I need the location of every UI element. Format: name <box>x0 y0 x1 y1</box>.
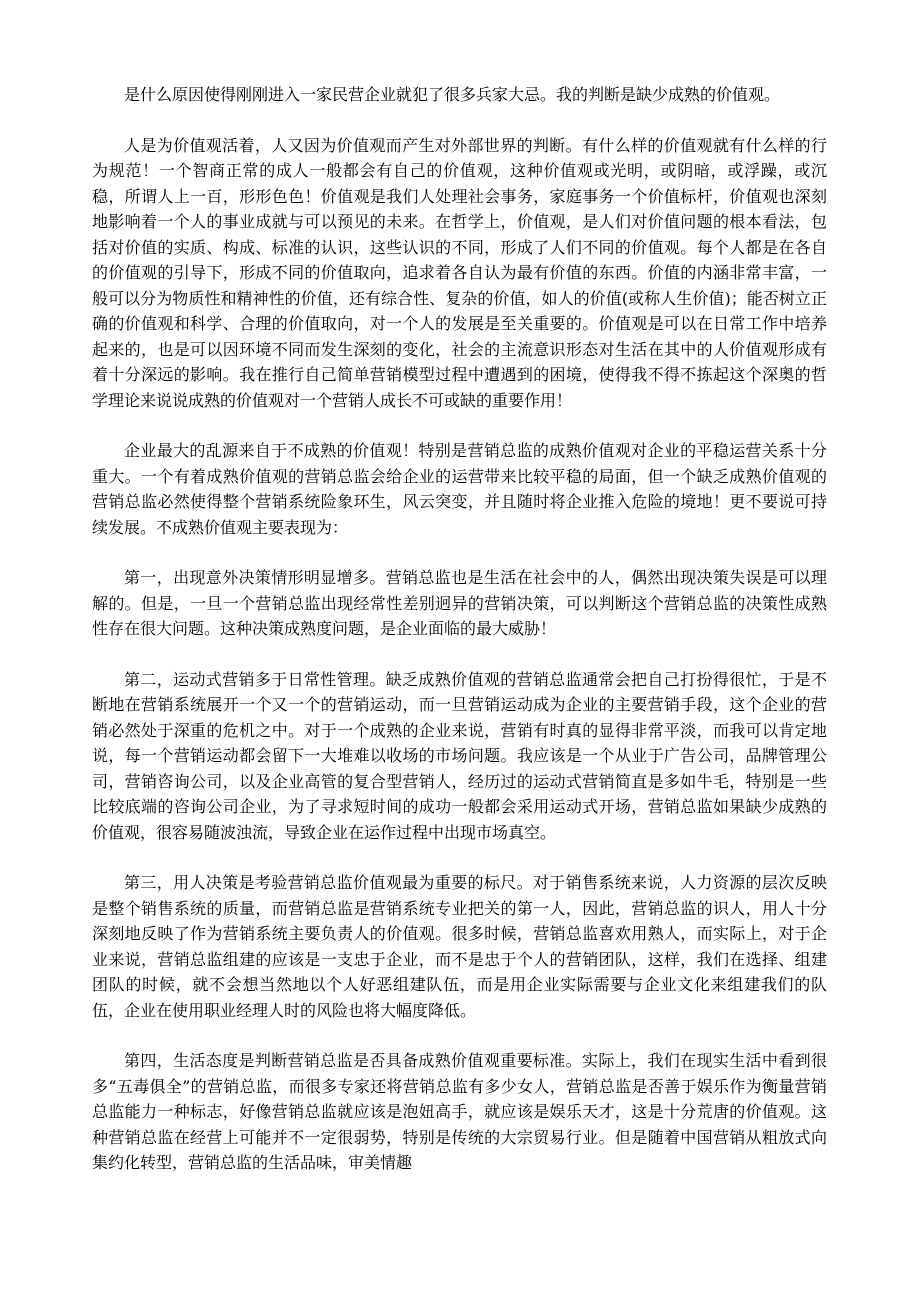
paragraph-immature-values: 企业最大的乱源来自于不成熟的价值观！特别是营销总监的成熟价值观对企业的平稳运营关系十分重大。一个有着成熟价值观的营销总监会给企业的运营带来比较平稳的局面，但一个缺乏成熟价值观的营销总监必然使得整个营销系统险象环生，风云突变，并且随时将企业推入危险的境地！更不要说可持续发展。不成熟价值观主要表现为： <box>92 441 827 537</box>
paragraph-point-one: 第一，出现意外决策情形明显增多。营销总监也是生活在社会中的人，偶然出现决策失误是可以理解的。但是，一旦一个营销总监出现经常性差别迥异的营销决策，可以判断这个营销总监的决策性成熟性存在很大问题。这种决策成熟度问题，是企业面临的最大威胁！ <box>92 568 827 638</box>
paragraph-point-three: 第三，用人决策是考验营销总监价值观最为重要的标尺。对于销售系统来说，人力资源的层次反映是整个销售系统的质量，而营销总监是营销系统专业把关的第一人，因此，营销总监的识人，用人十分深刻地反映了作为营销系统主要负责人的价值观。很多时候，营销总监喜欢用熟人，而实际上，对于企业来说，营销总监组建的应该是一支忠于企业，而不是忠于个人的营销团队，这样，我们在选择、组建团队的时候，就不会想当然地以个人好恶组建队伍，而是用企业实际需要与企业文化来组建我们的队伍，企业在使用职业经理人时的风险也将大幅度降低。 <box>92 873 827 1020</box>
paragraph-point-two: 第二，运动式营销多于日常性管理。缺乏成熟价值观的营销总监通常会把自己打扮得很忙，于是不断地在营销系统展开一个又一个的营销运动，而一旦营销运动成为企业的主要营销手段，这个企业的营销必然处于深重的危机之中。对于一个成熟的企业来说，营销有时真的显得非常平淡，而我可以肯定地说，每一个营销运动都会留下一大堆难以收场的市场问题。我应该是一个从业于广告公司，品牌管理公司，营销咨询公司，以及企业高管的复合型营销人，经历过的运动式营销简直是多如牛毛，特别是一些比较底端的咨询公司企业，为了寻求短时间的成功一般都会采用运动式开场，营销总监如果缺少成熟的价值观，很容易随波浊流，导致企业在运作过程中出现市场真空。 <box>92 669 827 842</box>
paragraph-point-four: 第四，生活态度是判断营销总监是否具备成熟价值观重要标准。实际上，我们在现实生活中看到很多“五毒俱全”的营销总监，而很多专家还将营销总监有多少女人，营销总监是否善于娱乐作为衡量营销总监能力一种标志，好像营销总监就应该是泡妞高手，就应该是娱乐天才，这是十分荒唐的价值观。这种营销总监在经营上可能并不一定很弱势，特别是传统的大宗贸易行业。但是随着中国营销从粗放式向集约化转型，营销总监的生活品味，审美情趣 <box>92 1051 827 1172</box>
paragraph-intro: 是什么原因使得刚刚进入一家民营企业就犯了很多兵家大忌。我的判断是缺少成熟的价值观。 <box>124 85 781 104</box>
paragraph-values: 人是为价值观活着，人又因为价值观而产生对外部世界的判断。有什么样的价值观就有什么样的行为规范！一个智商正常的成人一般都会有自己的价值观，这种价值观或光明，或阴暗，或浮躁，或沉稳，所谓人上一百，形形色色！价值观是我们人处理社会事务，家庭事务一个价值标杆，价值观也深刻地影响着一个人的事业成就与可以预见的未来。在哲学上，价值观，是人们对价值问题的根本看法，包括对价值的实质、构成、标准的认识，这些认识的不同，形成了人们不同的价值观。每个人都是在各自的价值观的引导下，形成不同的价值取向，追求着各自认为最有价值的东西。价值的内涵非常丰富，一般可以分为物质性和精神性的价值，还有综合性、复杂的价值，如人的价值(或称人生价值)；能否树立正确的价值观和科学、合理的价值取向，对一个人的发展是至关重要的。价值观是可以在日常工作中培养起来的，也是可以因环境不同而发生深刻的变化，社会的主流意识形态对生活在其中的人价值观形成有着十分深远的影响。我在推行自己简单营销模型过程中遭遇到的困境，使得我不得不拣起这个深奥的哲学理论来说说成熟的价值观对一个营销人成长不可或缺的重要作用！ <box>92 135 827 410</box>
